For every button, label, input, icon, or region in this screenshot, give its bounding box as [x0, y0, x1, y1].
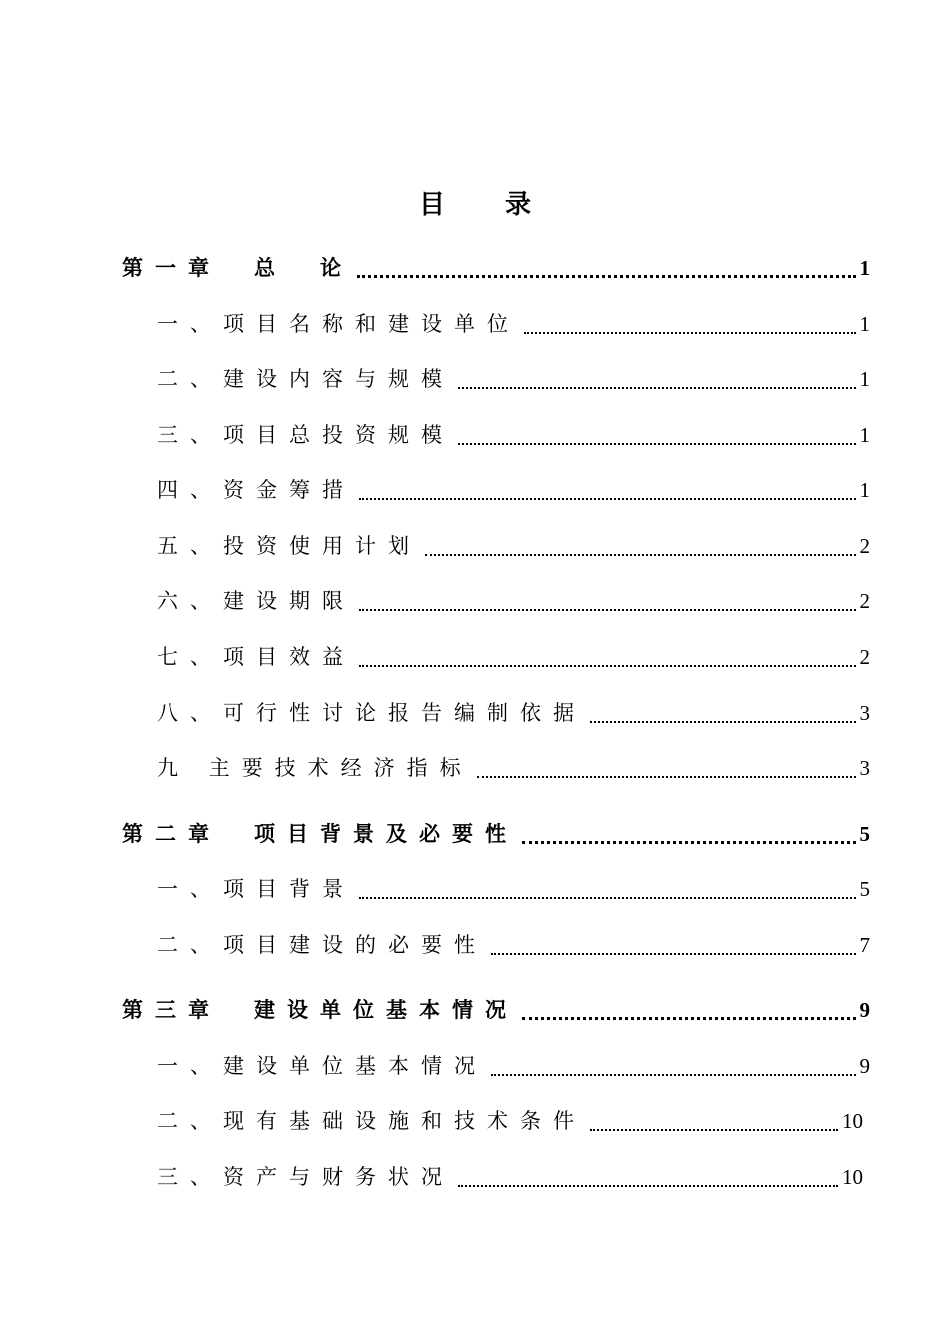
toc-entry[interactable] — [157, 363, 870, 395]
dot-leader — [458, 1185, 838, 1187]
dot-leader — [359, 498, 856, 500]
dot-leader — [359, 665, 856, 667]
toc-entry-label: 三、项目总投资规模 — [157, 423, 454, 447]
toc-entry[interactable] — [157, 697, 870, 729]
dot-leader — [524, 332, 856, 334]
dot-leader — [425, 554, 856, 556]
toc-entry-page: 1 — [859, 367, 870, 391]
toc-entry-page: 1 — [859, 312, 870, 336]
toc-entry-label: 七、项目效益 — [157, 645, 355, 669]
dot-leader — [522, 841, 856, 844]
toc-entry-label: 六、建设期限 — [157, 589, 355, 613]
dot-leader — [522, 1017, 856, 1020]
toc-entry-page: 9 — [859, 1054, 870, 1078]
toc-entry[interactable] — [157, 641, 870, 673]
toc-entry-label: 九 主要技术经济指标 — [157, 756, 473, 780]
toc-entry-page: 1 — [859, 256, 870, 280]
toc-entry[interactable] — [157, 1161, 863, 1193]
toc-entry-page: 7 — [859, 933, 870, 957]
toc-entry-page: 10 — [842, 1109, 863, 1133]
toc-entry[interactable] — [157, 308, 870, 340]
toc-entry-page: 2 — [859, 589, 870, 613]
dot-leader — [357, 275, 856, 278]
toc-entry-page: 3 — [859, 756, 870, 780]
dot-leader — [477, 776, 856, 778]
dot-leader — [458, 387, 856, 389]
dot-leader — [491, 953, 856, 955]
toc-entry-page: 2 — [859, 534, 870, 558]
toc-entry-page: 3 — [859, 701, 870, 725]
toc-entry-label: 四、资金筹措 — [157, 478, 355, 502]
toc-entry[interactable] — [157, 474, 870, 506]
toc-entry-label: 一、项目背景 — [157, 877, 355, 901]
dot-leader — [458, 443, 856, 445]
toc-title: 目录 — [418, 190, 591, 220]
toc-entry-label: 五、投资使用计划 — [157, 534, 421, 558]
toc-entry-label: 一、项目名称和建设单位 — [157, 312, 520, 336]
toc-entry-label: 第一章 总 论 — [122, 256, 353, 280]
toc-entry-label: 第二章 项目背景及必要性 — [122, 822, 518, 846]
toc-entry-label: 二、建设内容与规模 — [157, 367, 454, 391]
toc-entry[interactable] — [157, 530, 870, 562]
toc-entry[interactable] — [157, 1105, 863, 1137]
toc-entry-label: 二、项目建设的必要性 — [157, 933, 487, 957]
toc-entry[interactable] — [157, 929, 870, 961]
toc-entry-page: 2 — [859, 645, 870, 669]
toc-entry[interactable] — [157, 873, 870, 905]
dot-leader — [590, 1129, 838, 1131]
dot-leader — [359, 609, 856, 611]
toc-entry-page: 10 — [842, 1165, 863, 1189]
toc-entry-chapter-2[interactable] — [122, 818, 870, 850]
toc-entry-label: 三、资产与财务状况 — [157, 1165, 454, 1189]
dot-leader — [491, 1074, 856, 1076]
toc-entry-chapter-3[interactable] — [122, 994, 870, 1026]
toc-entry-page: 5 — [859, 822, 870, 846]
toc-entry[interactable] — [157, 419, 870, 451]
toc-entry-label: 二、现有基础设施和技术条件 — [157, 1109, 586, 1133]
dot-leader — [590, 721, 856, 723]
toc-entry-label: 八、可行性讨论报告编制依据 — [157, 701, 586, 725]
toc-entry-page: 9 — [859, 998, 870, 1022]
toc-entry[interactable] — [157, 585, 870, 617]
toc-entry-page: 1 — [859, 478, 870, 502]
toc-entry[interactable] — [157, 1050, 870, 1082]
toc-entry-chapter-1[interactable] — [122, 252, 870, 284]
toc-entry-label: 一、建设单位基本情况 — [157, 1054, 487, 1078]
dot-leader — [359, 897, 856, 899]
toc-entry-page: 5 — [859, 877, 870, 901]
toc-entry[interactable] — [157, 752, 870, 784]
toc-entry-page: 1 — [859, 423, 870, 447]
toc-entry-label: 第三章 建设单位基本情况 — [122, 998, 518, 1022]
